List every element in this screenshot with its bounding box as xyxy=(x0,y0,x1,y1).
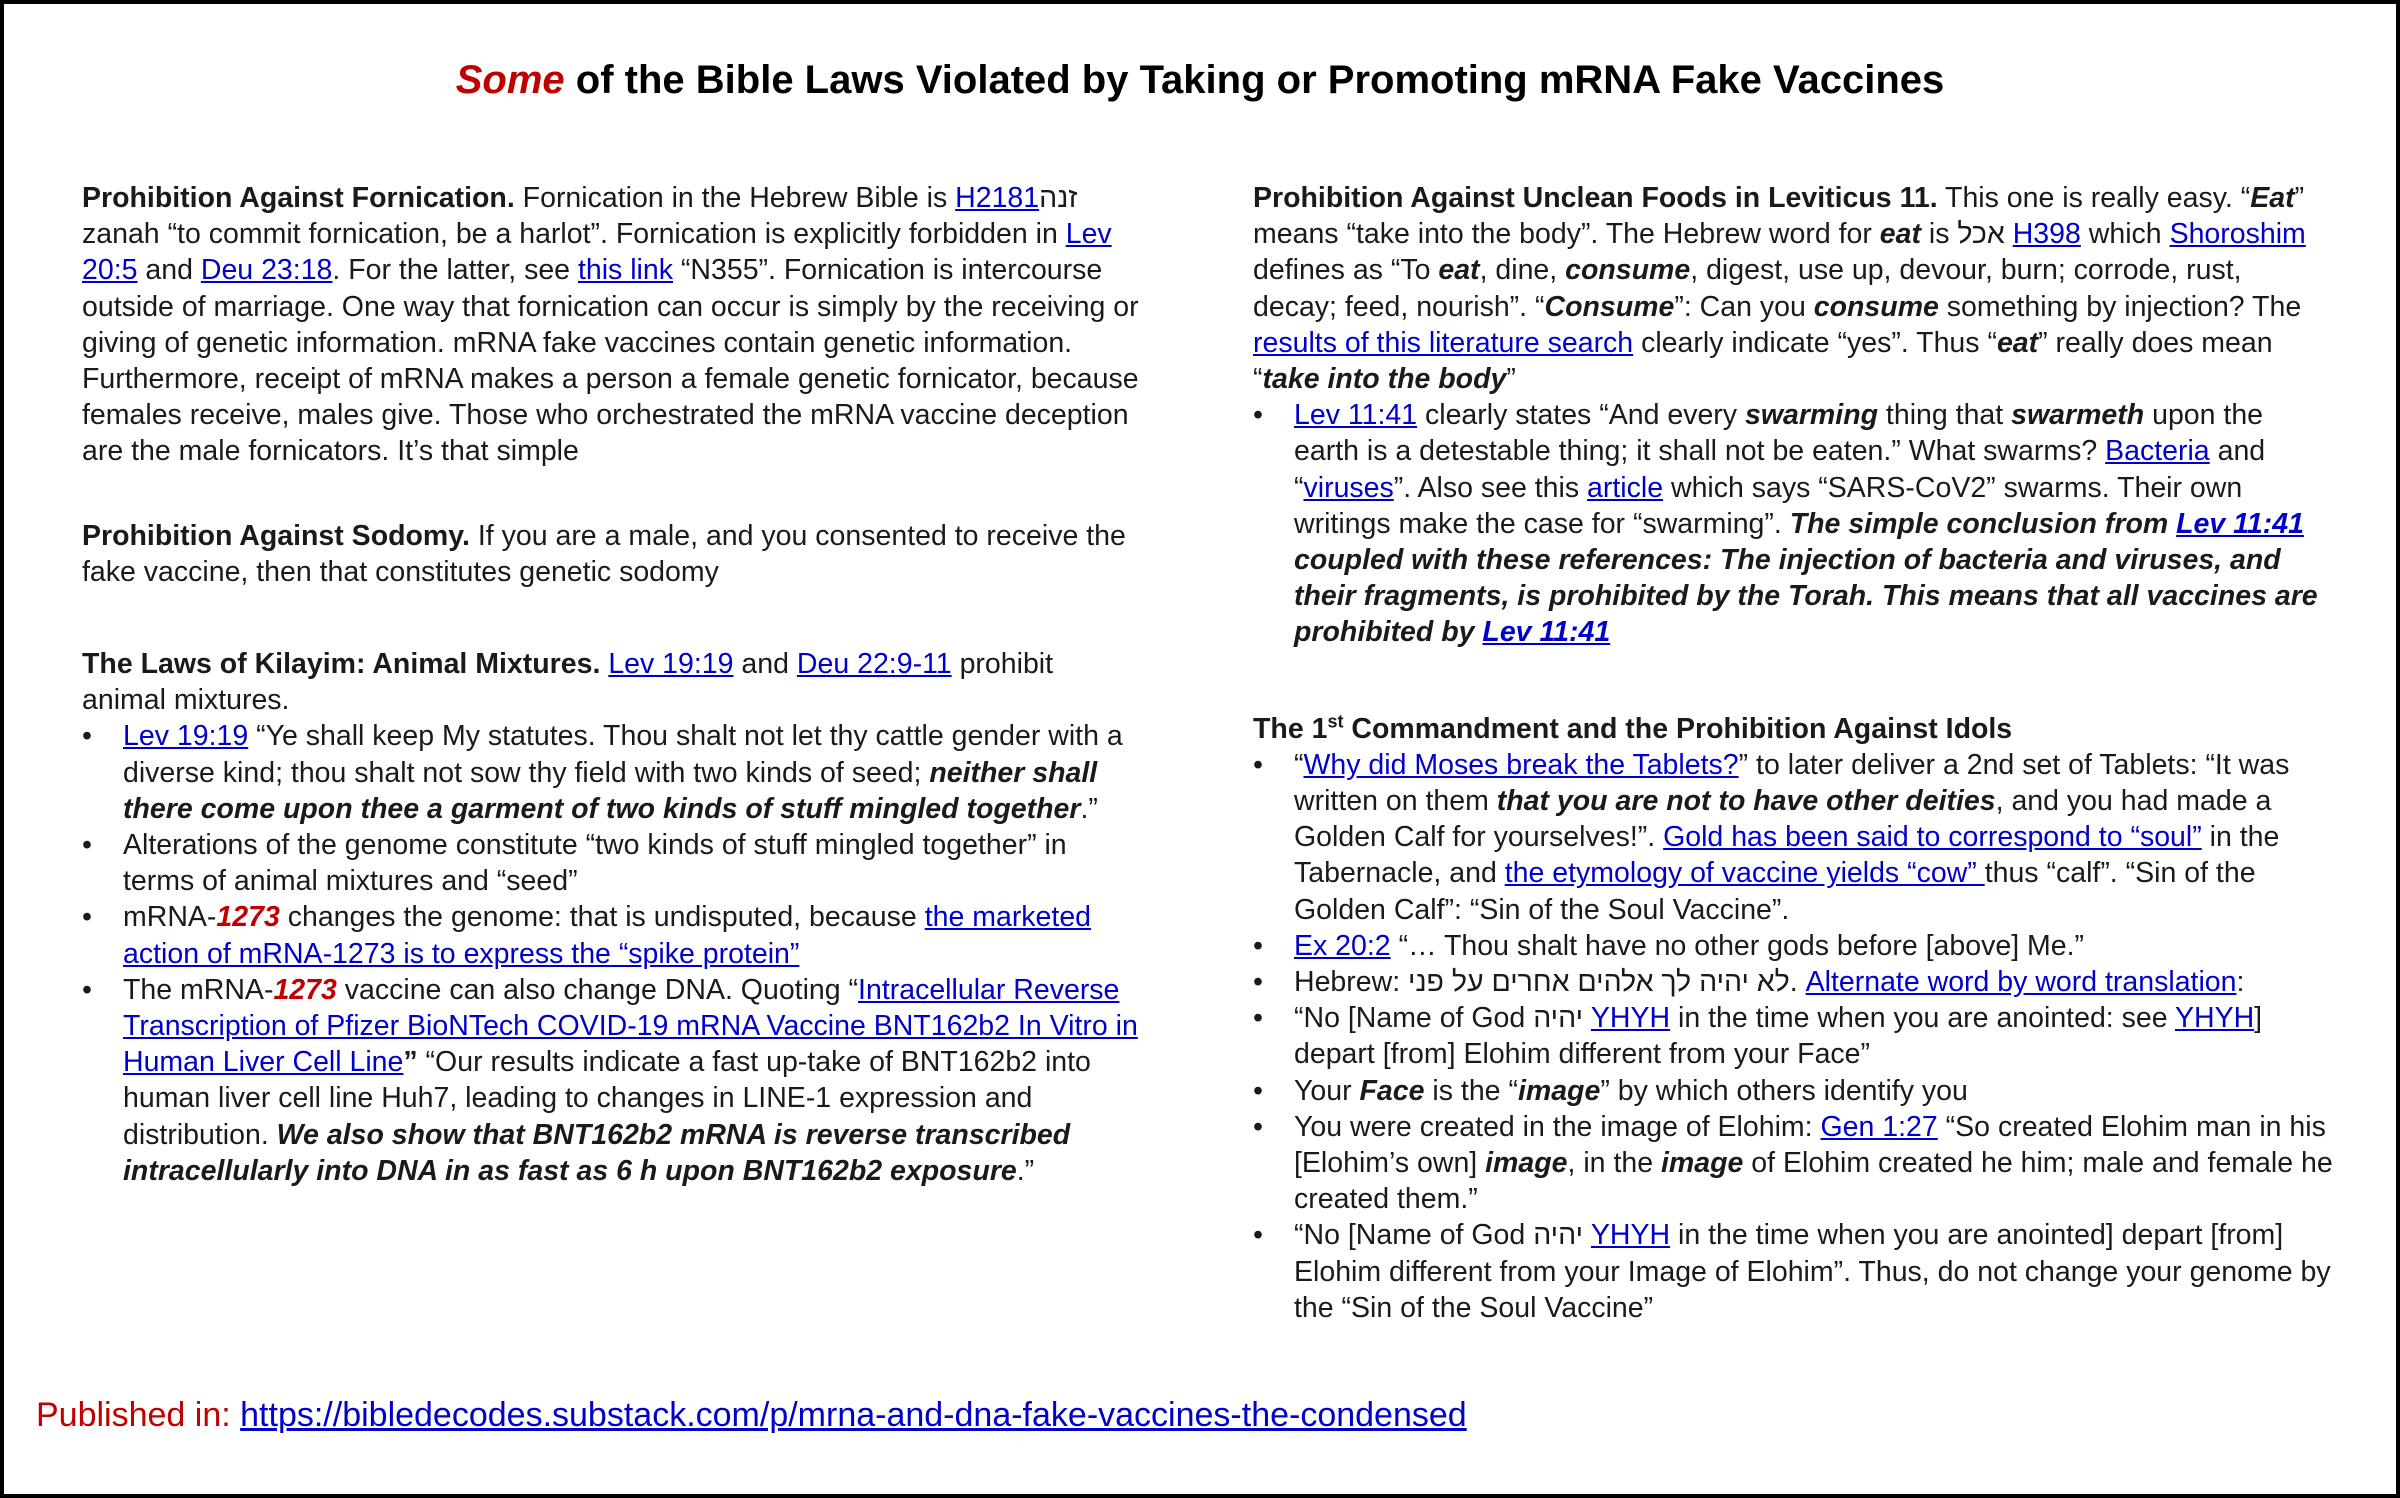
kilayim-section xyxy=(82,646,1142,718)
link-lev-20-5[interactable]: Lev 20:5 xyxy=(82,218,1112,287)
text: If you are a male, and you consented to receive the fake vaccine, then that constitutes genetic sodomy xyxy=(82,519,1126,588)
text: which says “SARS-CoV2” swarms. Their own writings make the case for “swarming”. xyxy=(1294,471,2243,540)
right-column xyxy=(1253,180,2333,1326)
text: You were created in the image of Elohim: xyxy=(1294,1110,1821,1143)
emphasis: eat xyxy=(1879,218,1921,251)
text: ” really does mean “ xyxy=(1253,326,2273,396)
page-title xyxy=(0,58,2400,103)
emphasis: image xyxy=(1485,1147,1568,1180)
link-lev-19-19[interactable]: Lev 19:19 xyxy=(608,648,734,681)
idols-list xyxy=(1253,747,2333,1326)
link-yhyh-3[interactable]: YHYH xyxy=(1590,1219,1671,1252)
emphasis: Face xyxy=(1359,1074,1425,1107)
text: “Our results indicate a fast up-take of BNT162b2 into human liver cell line Huh7, leading to changes in LINE-1 expression and distribution. xyxy=(123,1046,1091,1151)
number-1273: 1273 xyxy=(216,901,280,934)
list-item xyxy=(1253,397,2333,650)
text: “Ye shall keep My statutes. Thou shalt not let thy cattle gender with a diverse kind; thou shalt not sow thy field with two kinds of seed; xyxy=(123,720,1123,789)
text: ”: Can you xyxy=(1674,290,1814,323)
text: ” means “take into the body”. The Hebrew word for xyxy=(1253,182,2305,251)
text: .” xyxy=(1016,1154,1035,1187)
text: in the time when you are anointed: see xyxy=(1670,1002,2175,1035)
kilayim-list xyxy=(82,718,1142,1189)
list-item xyxy=(1253,747,2333,928)
hebrew-word: זנה xyxy=(1039,182,1078,214)
link-lev-11-41-b[interactable]: Lev 11:41 xyxy=(2176,507,2304,540)
link-this-link[interactable]: this link xyxy=(577,254,673,287)
text: “No [Name of God יהיה xyxy=(1294,1219,1591,1252)
link-lev-19-19-bullet[interactable]: Lev 19:19 xyxy=(123,720,249,753)
text: , dine, xyxy=(1479,254,1566,287)
sodomy-section xyxy=(82,518,1142,590)
link-gold-soul[interactable]: Gold has been said to correspond to “soul” xyxy=(1663,821,2202,854)
text: . For the latter, see xyxy=(332,254,578,287)
link-deu-23-18[interactable]: Deu 23:18 xyxy=(200,254,333,287)
text: , in the xyxy=(1567,1147,1661,1180)
emphasis: The simple conclusion from xyxy=(1789,507,2177,540)
text: thing that xyxy=(1878,399,2012,432)
emphasis: consume xyxy=(1565,254,1691,287)
text: in the Tabernacle, and xyxy=(1294,821,2280,890)
text: thus “calf”. “Sin of the Golden Calf”: “Sin of the Soul Vaccine”. xyxy=(1294,857,2256,926)
emphasis: Consume xyxy=(1544,290,1675,323)
text: “So created Elohim man in his [Elohim’s own] xyxy=(1294,1110,2326,1180)
text: is אכל xyxy=(1920,218,2013,251)
link-moses-tablets[interactable]: Why did Moses break the Tablets? xyxy=(1303,748,1739,781)
link-intracellular-study[interactable]: Intracellular Reverse Transcription of Pfizer BioNTech COVID-19 mRNA Vaccine BNT162b2 In Vitro in Human Liver Cell Line xyxy=(123,973,1138,1079)
link-lev-11-41[interactable]: Lev 11:41 xyxy=(1294,399,1418,432)
text: The 1 xyxy=(1253,712,1328,745)
emphasis: coupled with these references: The injection of bacteria and viruses, and their fragments, is prohibited by the Torah. This means that all vaccines are prohibited by xyxy=(1294,544,2318,649)
text: of Elohim created he him; male and female he created them.” xyxy=(1294,1147,2333,1216)
text: .” xyxy=(1080,792,1098,825)
emphasis: eat xyxy=(1996,326,2039,359)
link-yhyh[interactable]: YHYH xyxy=(1590,1002,1671,1035)
text: ] depart [from] Elohim different from your Face” xyxy=(1294,1002,2263,1071)
list-item xyxy=(82,827,1142,899)
emphasis: neither shall there come upon thee a garment of two kinds of stuff mingled together xyxy=(123,756,1098,825)
footer xyxy=(36,1396,1467,1435)
text: ” xyxy=(1506,363,1516,396)
link-word-translation[interactable]: Alternate word by word translation xyxy=(1805,966,2237,999)
emphasis: consume xyxy=(1813,290,1939,323)
link-shoroshim[interactable]: Shoroshim xyxy=(2169,218,2306,251)
text: “… Thou shalt have no other gods before [above] Me.” xyxy=(1390,929,2085,962)
unclean-heading: Prohibition Against Unclean Foods in Leviticus 11. xyxy=(1253,182,1938,214)
published-label: Published in: xyxy=(36,1396,241,1434)
emphasis: image xyxy=(1661,1147,1744,1180)
list-item xyxy=(82,899,1142,971)
emphasis: take into the body xyxy=(1262,363,1507,396)
emphasis: that you are not to have other deities xyxy=(1496,785,1996,818)
list-item xyxy=(1253,928,2333,964)
text: upon the earth is a detestable thing; it shall not be eaten.” What swarms? xyxy=(1294,399,2264,468)
text: , digest, use up, devour, burn; corrode, rust, decay; feed, nourish”. “ xyxy=(1253,254,2242,323)
text: “N355”. Fornication is intercourse outside of marriage. One way that fornication can occur is simply by the receiving or giving of genetic information. mRNA fake vaccines contain genetic information. Furthermore, receipt of mRNA makes a person a female genetic fornicator, because females receive, males give. Those who orchestrated the mRNA vaccine deception are the male fornicators. It’s that simple xyxy=(82,254,1139,468)
unclean-list xyxy=(1253,397,2333,650)
text: ” xyxy=(403,1046,418,1079)
text: in the time when you are anointed] depart [from] Elohim different from your Image of Elohim”. Thus, do not change your genome by the “Sin of the Soul Vaccine” xyxy=(1294,1219,2331,1324)
text: clearly indicate “yes”. Thus “ xyxy=(1633,326,1997,359)
kilayim-heading: The Laws of Kilayim: Animal Mixtures. xyxy=(82,648,601,681)
link-ex-20-2[interactable]: Ex 20:2 xyxy=(1294,929,1391,962)
text: defines as “To xyxy=(1253,254,1439,287)
link-bacteria[interactable]: Bacteria xyxy=(2105,435,2210,468)
fornication-section xyxy=(82,180,1142,470)
text: clearly states “And every xyxy=(1417,399,1745,432)
title-emphasis: Some xyxy=(455,58,565,102)
list-item xyxy=(1253,964,2333,1000)
link-lev-11-41-c[interactable]: Lev 11:41 xyxy=(1482,616,1611,649)
link-viruses[interactable]: viruses xyxy=(1303,471,1394,504)
text: : xyxy=(2236,966,2245,999)
emphasis: We also show that BNT162b2 mRNA is reverse transcribed intracellularly into DNA in as fast as 6 h upon BNT162b2 exposure xyxy=(123,1118,1071,1187)
text: prohibit animal mixtures. xyxy=(82,648,1054,717)
text: “No [Name of God יהיה xyxy=(1294,1002,1591,1035)
emphasis: swarming xyxy=(1744,399,1879,432)
title-text: of the Bible Laws Violated by Taking or Promoting mRNA Fake Vaccines xyxy=(564,58,1945,102)
text: ” to later deliver a 2nd set of Tablets: “It was written on them xyxy=(1294,748,2290,818)
link-gen-1-27[interactable]: Gen 1:27 xyxy=(1820,1110,1938,1143)
text: Commandment and the Prohibition Against Idols xyxy=(1343,712,2013,745)
number-1273: 1273 xyxy=(273,973,337,1006)
text: Fornication in the Hebrew Bible is xyxy=(514,182,956,214)
unclean-section xyxy=(1253,180,2333,397)
emphasis: image xyxy=(1517,1074,1601,1107)
text: mRNA- xyxy=(123,901,217,934)
link-literature-search[interactable]: results of this literature search xyxy=(1253,326,1634,359)
left-column xyxy=(82,180,1142,1189)
text: Alterations of the genome constitute “two kinds of stuff mingled together” in terms of animal mixtures and “seed” xyxy=(123,829,1067,898)
list-item xyxy=(1253,1000,2333,1072)
text: something by injection? The xyxy=(1938,290,2302,323)
link-article[interactable]: article xyxy=(1587,471,1664,504)
link-etymology-vaccine[interactable]: the etymology of vaccine yields “cow” xyxy=(1504,857,1985,890)
text: vaccine can also change DNA. Quoting “ xyxy=(336,973,859,1006)
text: which xyxy=(2080,218,2170,251)
link-h2181[interactable]: H2181 xyxy=(955,182,1040,214)
text: , and you had made a Golden Calf for yourselves!”. xyxy=(1294,785,2272,854)
emphasis: Eat xyxy=(2250,182,2295,214)
text: The mRNA- xyxy=(123,973,274,1006)
text: Your xyxy=(1294,1074,1360,1107)
list-item xyxy=(1253,1217,2333,1326)
list-item xyxy=(1253,1109,2333,1218)
text: changes the genome: that is undisputed, because xyxy=(279,901,925,934)
link-h398[interactable]: H398 xyxy=(2012,218,2081,251)
text: and xyxy=(733,648,797,681)
link-yhyh-2[interactable]: YHYH xyxy=(2174,1002,2255,1035)
list-item xyxy=(82,972,1142,1189)
text: is the “ xyxy=(1424,1074,1518,1107)
emphasis: eat xyxy=(1438,254,1480,287)
idols-heading xyxy=(1253,711,2333,747)
text: and “ xyxy=(1294,435,2266,504)
text: Hebrew: לא יהיה לך אלהים אחרים על פני. xyxy=(1294,966,1806,999)
list-item xyxy=(82,718,1142,827)
list-item xyxy=(1253,1073,2333,1109)
text: st xyxy=(1327,711,1344,732)
text: This one is really easy. “ xyxy=(1937,182,2251,214)
text: and xyxy=(137,254,201,287)
link-marketed-action[interactable]: the marketed action of mRNA-1273 is to express the “spike protein” xyxy=(123,901,1092,970)
link-deu-22-9-11[interactable]: Deu 22:9-11 xyxy=(796,648,952,681)
text: “ xyxy=(1294,748,1304,781)
fornication-heading: Prohibition Against Fornication. xyxy=(82,182,515,214)
text: ” by which others identify you xyxy=(1600,1074,1968,1107)
sodomy-heading: Prohibition Against Sodomy. xyxy=(82,519,470,552)
published-url-link[interactable]: https://bibledecodes.substack.com/p/mrna-and-dna-fake-vaccines-the-condensed xyxy=(240,1396,1467,1434)
text: ”. Also see this xyxy=(1393,471,1588,504)
emphasis: swarmeth xyxy=(2011,399,2145,432)
text: zanah “to commit fornication, be a harlot”. Fornication is explicitly forbidden in xyxy=(82,218,1066,251)
